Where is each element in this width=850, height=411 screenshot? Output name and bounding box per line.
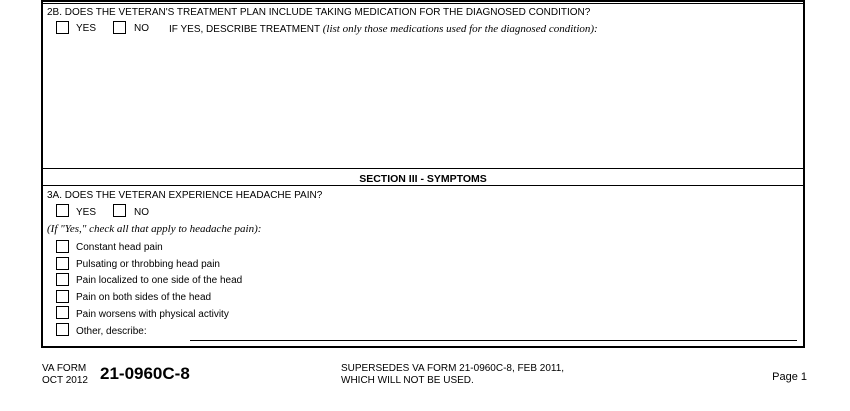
q3a-no-label: NO: [134, 207, 149, 218]
option-both-sides-label: Pain on both sides of the head: [76, 292, 212, 303]
supersedes-line1: SUPERSEDES VA FORM 21-0960C-8, FEB 2011,: [341, 363, 565, 374]
option-one-side-label: Pain localized to one side of the head: [76, 275, 243, 286]
form-number: 21-0960C-8: [100, 364, 190, 383]
q3a-no-checkbox[interactable]: [113, 204, 126, 217]
q2b-describe-label: [169, 24, 598, 35]
footer-date: OCT 2012: [42, 375, 88, 386]
section-divider-top: [43, 168, 803, 169]
question-2b: 2B. DOES THE VETERAN'S TREATMENT PLAN INCLUDE TAKING MEDICATION FOR THE DIAGNOSED CONDITION?: [47, 7, 591, 18]
option-pulsating-checkbox[interactable]: [56, 257, 69, 270]
option-both-sides-checkbox[interactable]: [56, 290, 69, 303]
q3a-instruction: (If "Yes," check all that apply to headache pain):: [47, 223, 262, 235]
option-other-label: Other, describe:: [76, 326, 147, 337]
top-rule: [43, 3, 803, 4]
footer-supersedes: [341, 363, 564, 387]
form-frame: [41, 0, 805, 348]
section-divider-bottom: [43, 185, 803, 186]
option-physical-activity-checkbox[interactable]: [56, 306, 69, 319]
q3a-yes-label: YES: [76, 207, 97, 218]
q2b-no-checkbox[interactable]: [113, 21, 126, 34]
footer-form-id: [42, 363, 88, 387]
question-3a: 3A. DOES THE VETERAN EXPERIENCE HEADACHE PAIN?: [47, 190, 323, 201]
option-pulsating-label: Pulsating or throbbing head pain: [76, 259, 220, 270]
footer-va-form: VA FORM: [42, 363, 87, 374]
option-constant-label: Constant head pain: [76, 242, 163, 253]
option-physical-activity-label: Pain worsens with physical activity: [76, 309, 229, 320]
q2b-treatment-field[interactable]: [47, 39, 799, 164]
page-number: Page 1: [772, 371, 807, 383]
option-one-side-checkbox[interactable]: [56, 273, 69, 286]
q2b-yes-label: YES: [76, 23, 97, 34]
option-constant-checkbox[interactable]: [56, 240, 69, 253]
q2b-yes-checkbox[interactable]: [56, 21, 69, 34]
q2b-describe-note: (list only those medications used for the diagnosed condition):: [322, 23, 598, 35]
supersedes-line2: WHICH WILL NOT BE USED.: [341, 375, 474, 386]
option-other-checkbox[interactable]: [56, 323, 69, 336]
q3a-yes-checkbox[interactable]: [56, 204, 69, 217]
q2b-no-label: NO: [134, 23, 149, 34]
q2b-describe-prefix: IF YES, DESCRIBE TREATMENT: [169, 24, 320, 35]
section-title: SECTION III - SYMPTOMS: [359, 173, 487, 185]
other-describe-field[interactable]: [190, 340, 797, 341]
